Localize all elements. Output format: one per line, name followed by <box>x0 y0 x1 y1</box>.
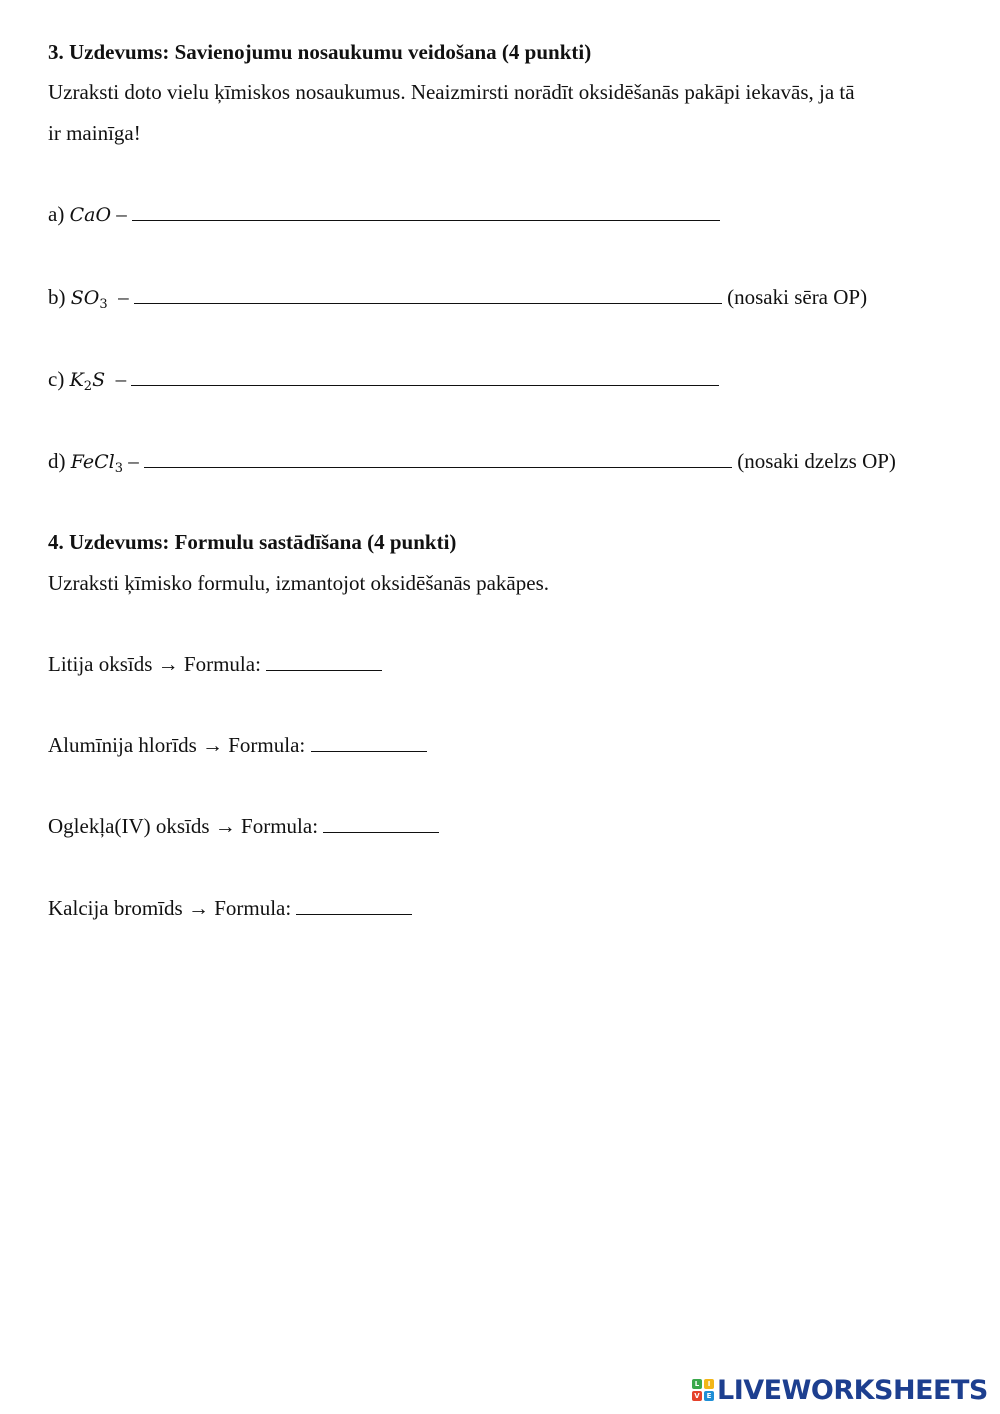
task4-item-4 <box>48 896 412 921</box>
task3-item-c <box>48 367 719 394</box>
task4-item-2 <box>48 733 427 758</box>
task4-item-1 <box>48 652 382 677</box>
dash: – <box>118 285 129 309</box>
liveworksheets-mark-icon <box>692 1379 714 1401</box>
mark-cell: E <box>704 1391 714 1401</box>
answer-blank[interactable] <box>296 896 412 915</box>
hint-note: (nosaki dzelzs OP) <box>737 449 896 473</box>
logo-text-worksheets: WORKSHEETS <box>781 1374 988 1406</box>
answer-blank[interactable] <box>311 733 427 752</box>
mark-cell: V <box>692 1391 702 1401</box>
answer-blank[interactable] <box>132 202 720 221</box>
task3-instruction-line2: ir mainīga! <box>48 121 141 145</box>
item-text: Kalcija bromīds → Formula: <box>48 896 292 920</box>
formula: $K_2S$ <box>69 369 106 394</box>
task3-heading: 3. Uzdevums: Savienojumu nosaukumu veidošana (4 punkti) <box>48 40 592 64</box>
item-text: Oglekļa(IV) oksīds → Formula: <box>48 814 319 838</box>
formula: FeCl$_3$ <box>70 451 124 476</box>
logo-text-live: LIVE <box>717 1374 782 1406</box>
answer-blank[interactable] <box>144 449 732 468</box>
item-text: Alumīnija hlorīds → Formula: <box>48 733 306 757</box>
task4-instruction: Uzraksti ķīmisko formulu, izmantojot oksidēšanās pakāpes. <box>48 571 549 595</box>
item-label: b) <box>48 285 66 309</box>
item-label: d) <box>48 449 66 473</box>
task3-item-b <box>48 285 867 312</box>
hint-note: (nosaki sēra OP) <box>727 285 868 309</box>
task4-item-3 <box>48 814 439 839</box>
liveworksheets-logo <box>692 1372 988 1408</box>
dash: – <box>116 202 127 226</box>
formula: CaO <box>69 204 112 226</box>
mark-cell: I <box>704 1379 714 1389</box>
task4-heading: 4. Uzdevums: Formulu sastādīšana (4 punkti) <box>48 530 457 554</box>
task3-item-a <box>48 202 720 227</box>
dash: – <box>115 367 127 391</box>
answer-blank[interactable] <box>323 814 439 833</box>
answer-blank[interactable] <box>134 285 722 304</box>
mark-cell: L <box>692 1379 702 1389</box>
answer-blank[interactable] <box>131 367 719 386</box>
item-text: Litija oksīds → Formula: <box>48 652 261 676</box>
task3-instruction-line1: Uzraksti doto vielu ķīmiskos nosaukumus. Neaizmirsti norādīt oksidēšanās pakāpi iekavās, ja tā <box>48 80 855 104</box>
task3-item-d <box>48 449 896 476</box>
formula: $SO_3$ <box>70 287 108 312</box>
item-label: c) <box>48 367 65 391</box>
dash: – <box>128 449 139 473</box>
answer-blank[interactable] <box>266 652 382 671</box>
item-label: a) <box>48 202 65 226</box>
